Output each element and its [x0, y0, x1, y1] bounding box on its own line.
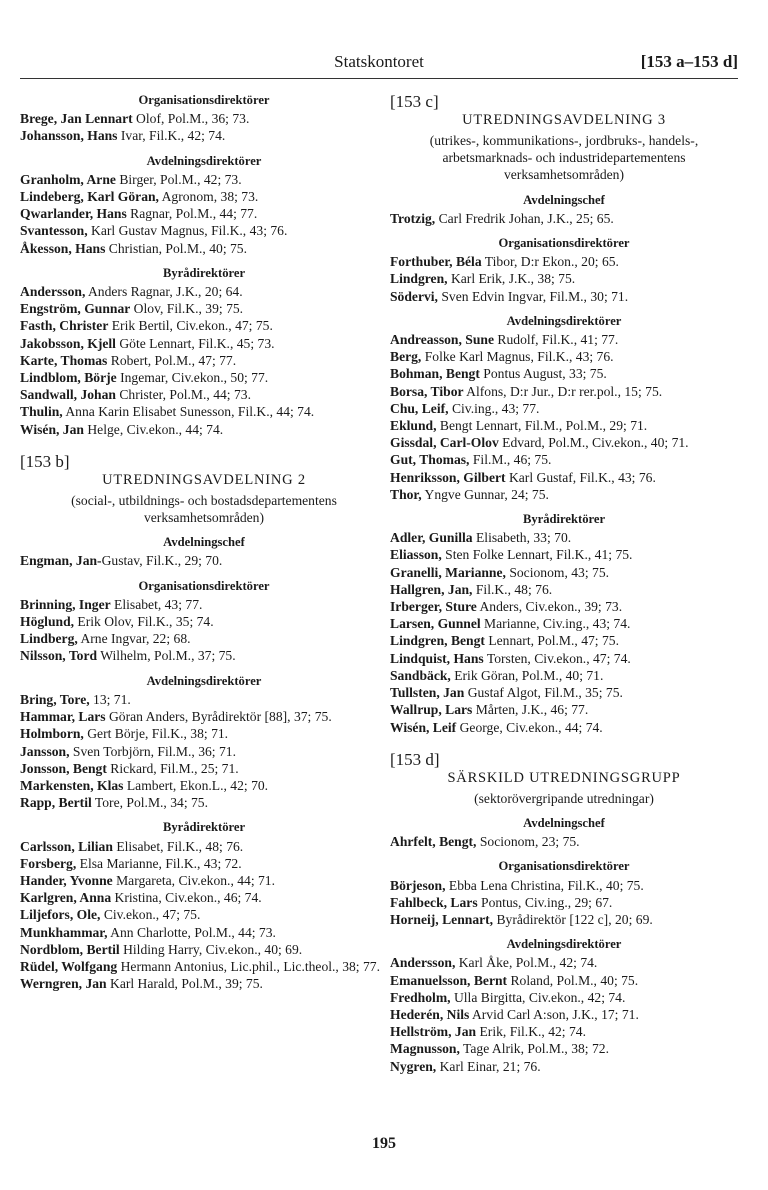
staff-surname: Svantesson, — [20, 223, 88, 239]
staff-surname: Trotzig, — [390, 210, 436, 226]
staff-details: Byrådirektör [122 c], 20; 69. — [493, 911, 653, 927]
staff-surname: Nilsson, Tord — [20, 648, 98, 664]
staff-surname: Ahrfelt, Bengt, — [390, 834, 477, 850]
role-subheading: Byrådirektörer — [162, 265, 246, 280]
staff-surname: Johansson, Hans — [20, 128, 118, 144]
staff-entry — [20, 205, 388, 222]
staff-details: Carl Fredrik Johan, J.K., 25; 65. — [435, 210, 614, 226]
staff-details: 13; 71. — [89, 691, 131, 707]
staff-surname: Hellström, Jan — [390, 1024, 477, 1040]
staff-entry — [20, 691, 388, 708]
staff-details: Civ.ekon., 47; 75. — [100, 907, 201, 923]
staff-surname: Åkesson, Hans — [20, 240, 106, 256]
staff-details: Elisabeth, 33; 70. — [472, 530, 572, 546]
staff-surname: Horneij, Lennart, — [390, 911, 494, 927]
staff-entry — [390, 210, 738, 227]
staff-surname: Jansson, — [20, 743, 70, 759]
staff-entry — [20, 596, 388, 613]
staff-entry — [20, 708, 388, 725]
staff-surname: Wallrup, Lars — [390, 702, 473, 718]
staff-surname: Lindblom, Börje — [20, 370, 117, 386]
staff-details: Alfons, D:r Jur., D:r rer.pol., 15; 75. — [463, 383, 663, 399]
staff-surname: Magnusson, — [390, 1041, 460, 1057]
staff-details: Torsten, Civ.ekon., 47; 74. — [483, 650, 631, 666]
staff-surname: Thulin, — [20, 404, 63, 420]
staff-entry — [20, 975, 388, 992]
staff-surname: Holmborn, — [20, 726, 84, 742]
staff-surname: Forthuber, Béla — [390, 254, 482, 270]
staff-surname: Karte, Thomas — [20, 352, 108, 368]
staff-entry — [390, 598, 738, 615]
staff-entry — [390, 383, 738, 400]
staff-entry — [20, 283, 388, 300]
staff-surname: Nordblom, Bertil — [20, 941, 120, 957]
staff-details: Mårten, J.K., 46; 77. — [472, 702, 589, 718]
staff-surname: Karlgren, Anna — [20, 890, 112, 906]
role-subheading: Byrådirektörer — [162, 820, 246, 835]
staff-surname: Berg, — [390, 349, 422, 365]
staff-surname: Wisén, Jan — [20, 421, 84, 437]
page-number: 195 — [372, 1135, 396, 1152]
staff-entry — [390, 894, 738, 911]
role-subheading: Avdelningsdirektörer — [146, 673, 262, 688]
staff-entry — [390, 833, 738, 850]
staff-entry — [390, 581, 738, 598]
staff-details: Robert, Pol.M., 47; 77. — [107, 352, 237, 368]
staff-entry — [390, 1006, 738, 1023]
staff-details: Karl Erik, J.K., 38; 75. — [447, 271, 576, 287]
running-header — [20, 50, 738, 79]
staff-surname: Jakobsson, Kjell — [20, 335, 116, 351]
staff-details: Elisabet, 43; 77. — [110, 596, 203, 612]
staff-surname: Granelli, Marianne, — [390, 564, 506, 580]
staff-entry — [20, 777, 388, 794]
staff-surname: Emanuelsson, Bernt — [390, 972, 508, 988]
staff-surname: Eliasson, — [390, 547, 442, 563]
staff-surname: Wisén, Leif — [390, 719, 457, 735]
staff-entry — [20, 222, 388, 239]
staff-entry — [390, 529, 738, 546]
staff-details: Ivar, Fil.K., 42; 74. — [117, 128, 226, 144]
staff-details: Fil.K., 48; 76. — [472, 581, 553, 597]
staff-details: Agronom, 38; 73. — [158, 189, 259, 205]
staff-details: Socionom, 43; 75. — [505, 564, 610, 580]
staff-surname: Brinning, Inger — [20, 596, 111, 612]
staff-surname: Engman, Jan- — [20, 553, 102, 569]
staff-surname: Forsberg, — [20, 855, 77, 871]
section-title: UTREDNINGSAVDELNING 2 — [102, 471, 306, 488]
staff-entry — [20, 110, 388, 127]
staff-surname: Sandbäck, — [390, 667, 451, 683]
staff-details: Fil.M., 46; 75. — [469, 452, 552, 468]
staff-entry — [390, 469, 738, 486]
staff-entry — [390, 417, 738, 434]
staff-entry — [20, 613, 388, 630]
staff-entry — [20, 127, 388, 144]
staff-surname: Tullsten, Jan — [390, 685, 465, 701]
staff-entry — [390, 701, 738, 718]
staff-surname: Henriksson, Gilbert — [390, 469, 506, 485]
staff-details: Erik Olov, Fil.K., 35; 74. — [74, 614, 214, 630]
staff-surname: Munkhammar, — [20, 924, 108, 940]
staff-details: Erik, Fil.K., 42; 74. — [476, 1024, 586, 1040]
staff-details: Pontus August, 33; 75. — [479, 366, 607, 382]
staff-surname: Höglund, — [20, 614, 75, 630]
staff-details: Karl Harald, Pol.M., 39; 75. — [106, 976, 263, 992]
role-subheading: Avdelningsdirektörer — [506, 313, 622, 328]
staff-details: Roland, Pol.M., 40; 75. — [507, 972, 639, 988]
staff-surname: Irberger, Sture — [390, 599, 477, 615]
staff-entry — [390, 1058, 738, 1075]
staff-details: Anna Karin Elisabet Sunesson, Fil.K., 44; 74. — [62, 404, 315, 420]
staff-surname: Thor, — [390, 486, 422, 502]
staff-entry — [390, 684, 738, 701]
staff-entry — [20, 335, 388, 352]
section-code: [153 d] — [390, 749, 440, 769]
staff-details: Sven Torbjörn, Fil.M., 36; 71. — [69, 743, 236, 759]
staff-entry — [20, 924, 388, 941]
staff-details: Rickard, Fil.M., 25; 71. — [106, 760, 239, 776]
staff-entry — [390, 954, 738, 971]
staff-surname: Nygren, — [390, 1058, 437, 1074]
role-subheading: Avdelningschef — [523, 192, 605, 207]
staff-entry — [20, 889, 388, 906]
staff-entry — [390, 632, 738, 649]
staff-entry — [20, 794, 388, 811]
role-subheading: Avdelningschef — [163, 535, 245, 550]
staff-entry — [20, 352, 388, 369]
staff-surname: Lindeberg, Karl Göran, — [20, 189, 159, 205]
role-subheading: Organisationsdirektörer — [138, 578, 270, 593]
staff-entry — [390, 667, 738, 684]
role-subheading: Avdelningsdirektörer — [146, 153, 262, 168]
staff-surname: Lindgren, Bengt — [390, 633, 485, 649]
staff-entry — [20, 403, 388, 420]
section-code: [153 b] — [20, 451, 70, 471]
staff-entry — [390, 877, 738, 894]
staff-surname: Markensten, Klas — [20, 777, 124, 793]
staff-details: Lennart, Pol.M., 47; 75. — [484, 633, 619, 649]
staff-surname: Bring, Tore, — [20, 691, 90, 707]
staff-details: Kristina, Civ.ekon., 46; 74. — [111, 890, 262, 906]
staff-details: Helge, Civ.ekon., 44; 74. — [83, 421, 224, 437]
staff-entry — [20, 941, 388, 958]
staff-details: Ann Charlotte, Pol.M., 44; 73. — [107, 924, 276, 940]
left-column — [20, 92, 388, 992]
staff-details: Anders Ragnar, J.K., 20; 64. — [85, 284, 243, 300]
staff-details: Arvid Carl A:son, J.K., 17; 71. — [469, 1006, 639, 1022]
staff-entry — [390, 365, 738, 382]
staff-entry — [390, 348, 738, 365]
staff-details: Gustav, Fil.K., 29; 70. — [101, 553, 223, 569]
staff-entry — [390, 1023, 738, 1040]
staff-surname: Lindgren, — [390, 271, 448, 287]
staff-surname: Granholm, Arne — [20, 171, 116, 187]
staff-surname: Gissdal, Carl-Olov — [390, 435, 499, 451]
staff-details: Edvard, Pol.M., Civ.ekon., 40; 71. — [498, 435, 689, 451]
staff-details: Sven Edvin Ingvar, Fil.M., 30; 71. — [437, 288, 629, 304]
staff-details: Tage Alrik, Pol.M., 38; 72. — [459, 1041, 609, 1057]
staff-details: Gert Börje, Fil.K., 38; 71. — [83, 726, 229, 742]
staff-details: Göran Anders, Byrådirektör [88], 37; 75. — [105, 709, 332, 725]
staff-surname: Andersson, — [390, 955, 456, 971]
staff-entry — [20, 906, 388, 923]
staff-details: Göte Lennart, Fil.K., 45; 73. — [115, 335, 275, 351]
staff-details: Karl Åke, Pol.M., 42; 74. — [455, 955, 598, 971]
section-title: UTREDNINGSAVDELNING 3 — [462, 112, 666, 128]
staff-details: Yngve Gunnar, 24; 75. — [421, 486, 549, 502]
staff-details: Elisabet, Fil.K., 48; 76. — [112, 838, 244, 854]
staff-details: Tore, Pol.M., 34; 75. — [91, 795, 208, 811]
staff-details: Birger, Pol.M., 42; 73. — [115, 171, 242, 187]
staff-surname: Eklund, — [390, 418, 437, 434]
staff-surname: Hander, Yvonne — [20, 872, 113, 888]
staff-entry — [390, 650, 738, 667]
staff-details: Hermann Antonius, Lic.phil., Lic.theol., 38; 77. — [117, 958, 380, 974]
staff-surname: Andersson, — [20, 284, 86, 300]
section-description: (utrikes-, kommunikations-, jordbruks-, handels-, arbetsmarknads- och industridepartementens verksamhetsområden) — [429, 133, 699, 183]
staff-details: Olov, Fil.K., 39; 75. — [130, 301, 244, 317]
staff-entry — [390, 270, 738, 287]
staff-surname: Qwarlander, Hans — [20, 206, 127, 222]
staff-details: Pontus, Civ.ing., 29; 67. — [477, 894, 613, 910]
staff-details: Rudolf, Fil.K., 41; 77. — [494, 332, 619, 348]
staff-surname: Chu, Leif, — [390, 400, 449, 416]
staff-entry — [20, 647, 388, 664]
staff-entry — [20, 760, 388, 777]
staff-surname: Larsen, Gunnel — [390, 616, 481, 632]
staff-details: Lambert, Ekon.L., 42; 70. — [123, 777, 269, 793]
staff-surname: Borsa, Tibor — [390, 383, 464, 399]
staff-details: Arne Ingvar, 22; 68. — [77, 631, 191, 647]
staff-entry — [390, 719, 738, 736]
staff-entry — [20, 386, 388, 403]
staff-entry — [390, 1040, 738, 1057]
staff-surname: Sandwall, Johan — [20, 387, 116, 403]
staff-surname: Rapp, Bertil — [20, 795, 92, 811]
staff-entry — [390, 972, 738, 989]
staff-details: Olof, Pol.M., 36; 73. — [132, 111, 250, 127]
staff-entry — [20, 630, 388, 647]
staff-details: Karl Gustaf, Fil.K., 43; 76. — [505, 469, 656, 485]
staff-surname: Hederén, Nils — [390, 1006, 470, 1022]
staff-details: Christer, Pol.M., 44; 73. — [115, 387, 251, 403]
staff-details: Ingemar, Civ.ekon., 50; 77. — [116, 370, 269, 386]
staff-entry — [390, 546, 738, 563]
header-section-range: [153 a–153 d] — [640, 52, 738, 71]
staff-surname: Liljefors, Ole, — [20, 907, 101, 923]
staff-details: Christian, Pol.M., 40; 75. — [105, 240, 247, 256]
staff-entry — [20, 838, 388, 855]
staff-entry — [390, 451, 738, 468]
staff-entry — [20, 958, 388, 975]
staff-surname: Hammar, Lars — [20, 709, 106, 725]
staff-details: Ragnar, Pol.M., 44; 77. — [126, 206, 258, 222]
right-column — [390, 92, 738, 1075]
staff-surname: Fasth, Christer — [20, 318, 109, 334]
staff-details: Bengt Lennart, Fil.M., Pol.M., 29; 71. — [436, 418, 648, 434]
staff-entry — [20, 240, 388, 257]
staff-details: Ebba Lena Christina, Fil.K., 40; 75. — [445, 877, 644, 893]
role-subheading: Organisationsdirektörer — [138, 93, 270, 107]
staff-entry — [20, 743, 388, 760]
staff-surname: Andreasson, Sune — [390, 332, 495, 348]
staff-details: Margareta, Civ.ekon., 44; 71. — [112, 872, 276, 888]
staff-entry — [20, 725, 388, 742]
staff-entry — [390, 288, 738, 305]
staff-details: Ulla Birgitta, Civ.ekon., 42; 74. — [450, 989, 626, 1005]
staff-entry — [20, 855, 388, 872]
staff-surname: Carlsson, Lilian — [20, 838, 113, 854]
section-description: (social-, utbildnings- och bostadsdepartementens verksamhetsområden) — [71, 492, 337, 526]
staff-surname: Lindquist, Hans — [390, 650, 484, 666]
staff-entry — [390, 400, 738, 417]
staff-entry — [20, 188, 388, 205]
staff-entry — [390, 989, 738, 1006]
staff-surname: Jonsson, Bengt — [20, 760, 107, 776]
staff-surname: Werngren, Jan — [20, 976, 107, 992]
staff-surname: Börjeson, — [390, 877, 446, 893]
staff-surname: Adler, Gunilla — [390, 530, 473, 546]
staff-details: Elsa Marianne, Fil.K., 43; 72. — [76, 855, 242, 871]
role-subheading: Avdelningsdirektörer — [506, 937, 622, 952]
staff-surname: Fredholm, — [390, 989, 451, 1005]
staff-entry — [20, 171, 388, 188]
staff-surname: Gut, Thomas, — [390, 452, 470, 468]
staff-details: Wilhelm, Pol.M., 37; 75. — [97, 648, 236, 664]
staff-details: Tibor, D:r Ekon., 20; 65. — [481, 254, 619, 270]
staff-entry — [20, 317, 388, 334]
staff-surname: Lindberg, — [20, 631, 78, 647]
staff-details: George, Civ.ekon., 44; 74. — [456, 719, 603, 735]
header-title: Statskontoret — [334, 52, 424, 71]
role-subheading: Organisationsdirektörer — [498, 236, 630, 251]
staff-entry — [20, 300, 388, 317]
staff-details: Folke Karl Magnus, Fil.K., 43; 76. — [421, 349, 614, 365]
staff-entry — [390, 564, 738, 581]
staff-entry — [390, 911, 738, 928]
staff-entry — [20, 552, 388, 569]
staff-details: Gustaf Algot, Fil.M., 35; 75. — [464, 685, 623, 701]
role-subheading: Byrådirektörer — [522, 512, 606, 527]
staff-details: Hilding Harry, Civ.ekon., 40; 69. — [119, 941, 303, 957]
role-subheading: Avdelningschef — [523, 815, 605, 830]
staff-details: Civ.ing., 43; 77. — [448, 400, 540, 416]
staff-details: Marianne, Civ.ing., 43; 74. — [480, 616, 631, 632]
staff-surname: Brege, Jan Lennart — [20, 111, 133, 127]
staff-entry — [390, 615, 738, 632]
section-code: [153 c] — [390, 92, 439, 111]
staff-surname: Bohman, Bengt — [390, 366, 480, 382]
staff-surname: Södervi, — [390, 288, 438, 304]
staff-entry — [390, 253, 738, 270]
staff-entry — [20, 872, 388, 889]
staff-surname: Rüdel, Wolfgang — [20, 958, 118, 974]
section-description: (sektorövergripande utredningar) — [474, 790, 654, 806]
staff-entry — [390, 486, 738, 503]
role-subheading: Organisationsdirektörer — [498, 859, 630, 874]
staff-entry — [390, 331, 738, 348]
staff-entry — [20, 421, 388, 438]
staff-entry — [390, 434, 738, 451]
staff-details: Anders, Civ.ekon., 39; 73. — [476, 599, 623, 615]
staff-details: Karl Gustav Magnus, Fil.K., 43; 76. — [87, 223, 288, 239]
section-title: SÄRSKILD UTREDNINGSGRUPP — [447, 769, 681, 786]
staff-surname: Hallgren, Jan, — [390, 581, 473, 597]
staff-entry — [20, 369, 388, 386]
staff-surname: Fahlbeck, Lars — [390, 894, 478, 910]
staff-details: Erik Bertil, Civ.ekon., 47; 75. — [108, 318, 273, 334]
staff-details: Sten Folke Lennart, Fil.K., 41; 75. — [441, 547, 633, 563]
staff-surname: Engström, Gunnar — [20, 301, 131, 317]
staff-details: Socionom, 23; 75. — [476, 834, 580, 850]
staff-details: Karl Einar, 21; 76. — [436, 1058, 541, 1074]
staff-details: Erik Göran, Pol.M., 40; 71. — [450, 667, 604, 683]
